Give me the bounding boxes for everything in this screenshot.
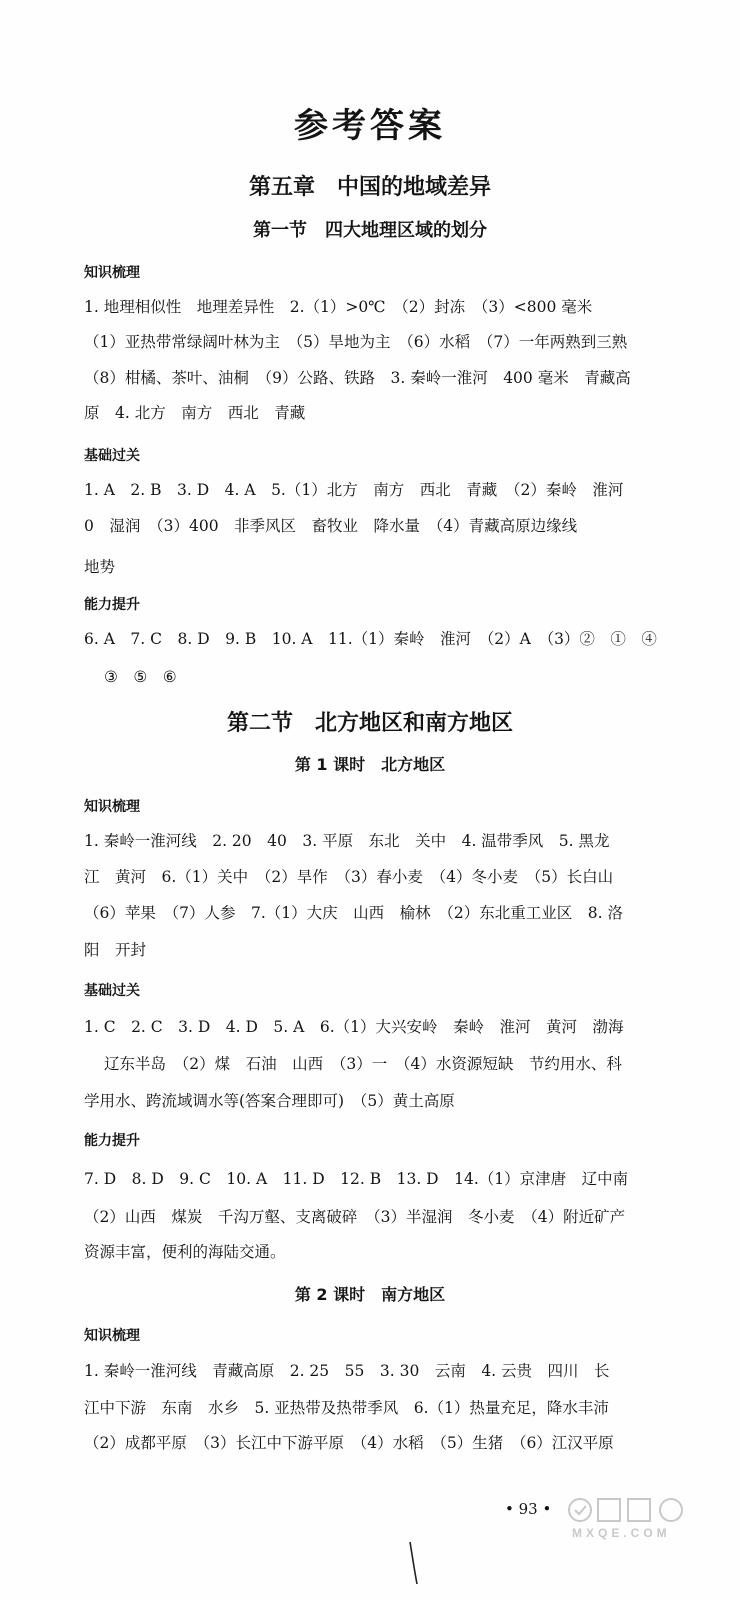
lesson1-zs-line: 江 黄河 6.（1）关中 （2）旱作 （3）春小麦 （4）冬小麦 （5）长白山 [84, 868, 614, 886]
lesson2-zs-line: 江中下游 东南 水乡 5. 亚热带及热带季风 6.（1）热量充足，降水丰沛 [84, 1399, 609, 1417]
section1-zs-label: 知识梳理 [84, 265, 140, 281]
lesson2-heading: 第 2 课时 南方地区 [294, 1285, 446, 1304]
section1-jc-line: 地势 [84, 558, 116, 576]
lesson1-nl-line: 资源丰富，便利的海陆交通。 [84, 1243, 286, 1261]
section1-nl-line: 6. A 7. C 8. D 9. B 10. A 11.（1）秦岭 淮河 （2）A （3）② ① ④ [84, 630, 657, 648]
lesson1-zs-line: （6）苹果 （7）人参 7.（1）大庆 山西 榆林 （2）东北重工业区 8. 洛 [84, 904, 623, 922]
lesson1-heading: 第 1 课时 北方地区 [294, 755, 446, 774]
section1-zs-line: （8）柑橘、茶叶、油桐 （9）公路、铁路 3. 秦岭一淮河 400 毫米 青藏高 [84, 369, 631, 387]
lesson1-jc-line: 学用水、跨流域调水等(答案合理即可) （5）黄土高原 [84, 1092, 455, 1110]
page-number: • 93 • [505, 1500, 552, 1518]
section1-zs-line: （1）亚热带常绿阔叶林为主 （5）旱地为主 （6）水稻 （7）一年两熟到三熟 [84, 333, 628, 351]
lesson2-zs-label: 知识梳理 [84, 1328, 140, 1344]
lesson1-zs-label: 知识梳理 [84, 799, 140, 815]
section1-zs-line: 1. 地理相似性 地理差异性 2.（1）>0℃ （2）封冻 （3）<800 毫米 [84, 298, 593, 316]
lesson1-jc-label: 基础过关 [84, 983, 140, 999]
lesson1-nl-line: （2）山西 煤炭 千沟万壑、支离破碎 （3）半湿润 冬小麦 （4）附近矿产 [84, 1208, 626, 1226]
section2-heading: 第二节 北方地区和南方地区 [226, 711, 513, 736]
section1-zs-line: 原 4. 北方 南方 西北 青藏 [84, 404, 306, 422]
lesson1-jc-line: 1. C 2. C 3. D 4. D 5. A 6.（1）大兴安岭 秦岭 淮河 黄河 渤海 [84, 1018, 624, 1036]
pen-stroke-mark [408, 1540, 420, 1586]
lesson1-nl-line: 7. D 8. D 9. C 10. A 11. D 12. B 13. D 14.（1）京津唐 辽中南 [84, 1170, 629, 1188]
section1-nl-label: 能力提升 [84, 597, 140, 613]
lesson1-nl-label: 能力提升 [84, 1133, 140, 1149]
section1-jc-line: 0 湿润 （3）400 非季风区 畜牧业 降水量 （4）青藏高原边缘线 [84, 517, 578, 535]
page-title: 参考答案 [294, 106, 446, 146]
lesson2-zs-line: （2）成都平原 （3）长江中下游平原 （4）水稻 （5）生猪 （6）江汉平原 [84, 1434, 614, 1452]
svg-text:MXQE.COM: MXQE.COM [572, 1526, 671, 1540]
watermark-logo [566, 1496, 706, 1540]
lesson1-zs-line: 阳 开封 [84, 941, 147, 959]
lesson1-zs-line: 1. 秦岭一淮河线 2. 20 40 3. 平原 东北 关中 4. 温带季风 5. 黑龙 [84, 832, 610, 850]
section1-jc-line: 1. A 2. B 3. D 4. A 5.（1）北方 南方 西北 青藏 （2）秦岭 淮河 [84, 481, 624, 499]
chapter-heading: 第五章 中国的地域差异 [248, 175, 491, 200]
lesson2-zs-line: 1. 秦岭一淮河线 青藏高原 2. 25 55 3. 30 云南 4. 云贵 四川 长 [84, 1362, 610, 1380]
section1-jc-label: 基础过关 [84, 448, 140, 464]
lesson1-jc-line: 辽东半岛 （2）煤 石油 山西 （3）一 （4）水资源短缺 节约用水、科 [104, 1055, 622, 1073]
section1-nl-line: ③ ⑤ ⑥ [104, 668, 177, 686]
section1-heading: 第一节 四大地理区域的划分 [253, 220, 487, 241]
